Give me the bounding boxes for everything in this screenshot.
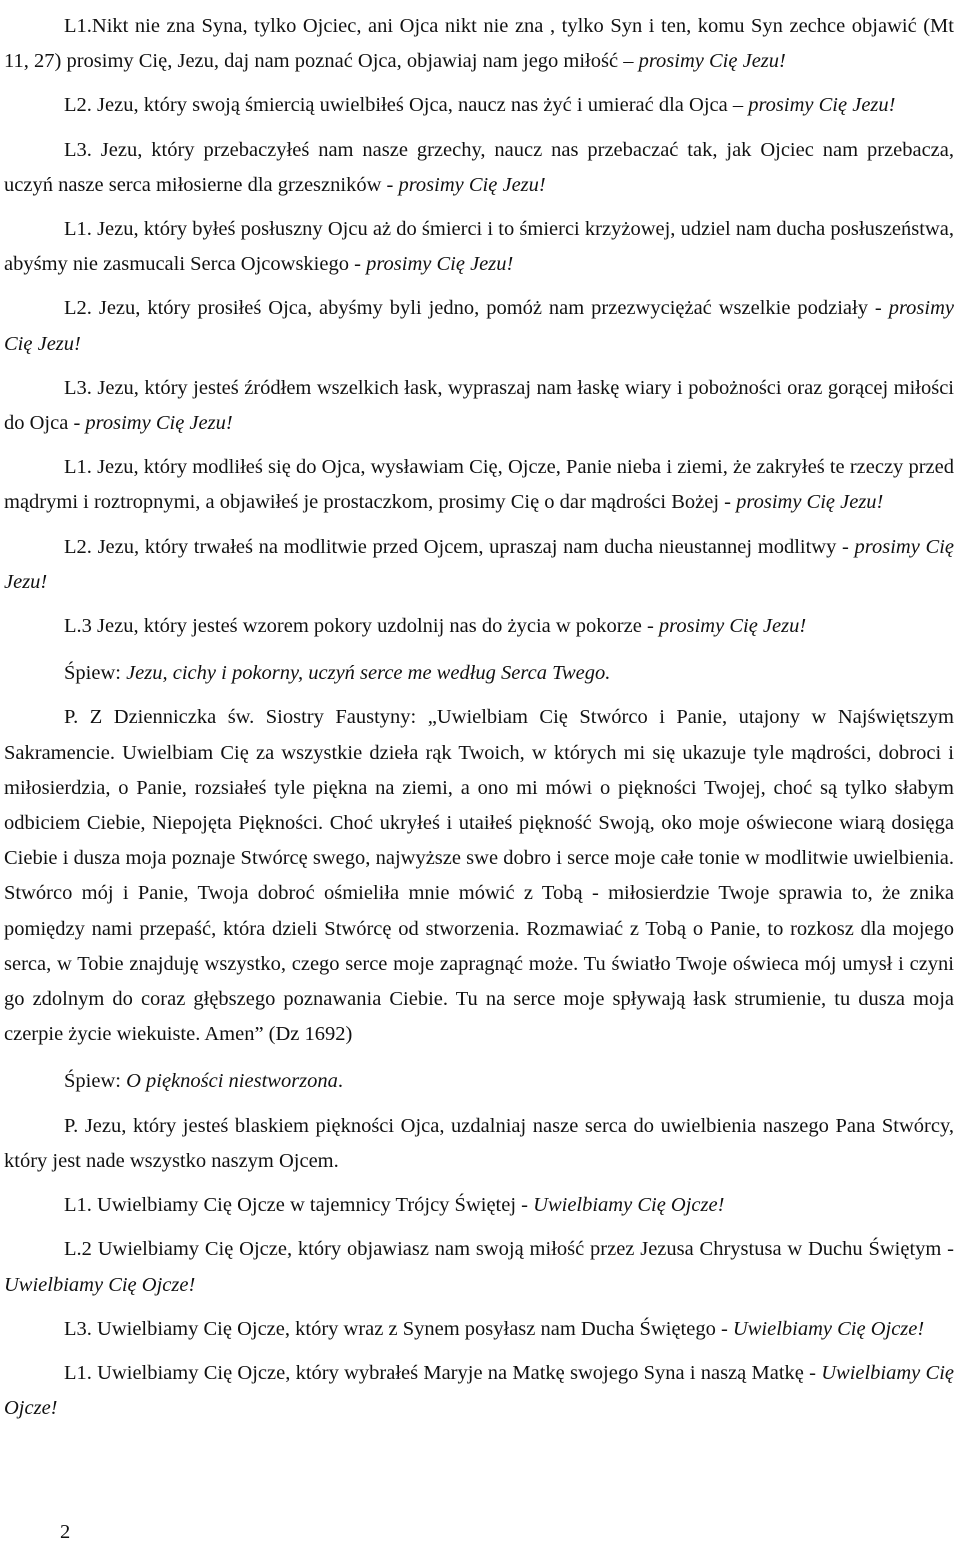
paragraph bbox=[4, 9, 954, 79]
paragraph-response: prosimy Cię Jezu! bbox=[658, 615, 807, 638]
paragraph-text: P. Z Dzienniczka św. Siostry Faustyny: „Uwielbiam Cię Stwórco i Panie, utajony w Najświętszym Sakramencie. Uwielbiam Cię za wszystkie dzieła rąk Twoich, w których mi się ukazuje tyle mądrości, dobroci i miłosierdzia, o Panie, rozsiałeś tyle piękna na ziemi, a ono mi mówi o piękności Twojej, choć są tylko słabym odbiciem Ciebie, Niepojęta Piękności. Choć ukryłeś i utaiłeś piękność Swoją, oko moje oświecone wiarą dosięga Ciebie i dusza moja poznaje Stwórcę swego, najwyższe swe dobro i serce moje całe tonie w modlitwie uwielbienia. Stwórco mój i Panie, Twoja dobroć ośmieliła mnie mówić z Tobą - miłosierdzie Twoje sprawia to, że znika pomiędzy nami przepaść, która dzieli Stwórcę od stworzenia. Rozmawiać z Tobą o Panie, to rozkosz dla mojego serca, w Tobie znajduję wszystko, czego serce moje zapragnąć może. Tu światło Twoje oświeca mój umysł i czyni go zdolnym do coraz głębszego poznawania Ciebie. Tu na serce moje spływają łask strumienie, tu dusza moja czerpie życie wiekuiste. Amen” (Dz 1692) bbox=[4, 706, 954, 1046]
paragraph-text: L.2 Uwielbiamy Cię Ojcze, który objawiasz nam swoją miłość przez Jezusa Chrystusa w Duchu Świętym - bbox=[64, 1238, 954, 1261]
paragraph-response: prosimy Cię Jezu! bbox=[736, 491, 884, 514]
page-number: 2 bbox=[60, 1521, 71, 1543]
paragraph-response: Jezu, cichy i pokorny, uczyń serce me według Serca Twego. bbox=[126, 662, 611, 685]
paragraph-response: Uwielbiamy Cię Ojcze! bbox=[4, 1361, 954, 1420]
paragraph-text: P. Jezu, który jesteś blaskiem piękności Ojca, uzdalniaj nasze serca do uwielbienia naszego Pana Stwórcy, który jest nade wszystko naszym Ojcem. bbox=[4, 1114, 954, 1172]
paragraph-text: L2. Jezu, który swoją śmiercią uwielbiłeś Ojca, naucz nas żyć i umierać dla Ojca – bbox=[64, 94, 749, 117]
paragraph bbox=[4, 371, 954, 441]
paragraph-text: Śpiew: bbox=[64, 662, 127, 685]
paragraph-text: L1. Jezu, który byłeś posłuszny Ojcu aż do śmierci i to śmierci krzyżowej, udziel nam ducha posłuszeństwa, abyśmy nie zasmucali Serca Ojcowskiego - bbox=[4, 218, 954, 276]
paragraph-response: prosimy Cię Jezu! bbox=[748, 94, 896, 117]
paragraph-text: L2. Jezu, który prosiłeś Ojca, abyśmy byli jedno, pomóż nam przezwyciężać wszelkie podziały - bbox=[64, 297, 889, 320]
paragraph bbox=[4, 530, 954, 600]
paragraph bbox=[4, 1312, 954, 1347]
paragraph-text: L3. Jezu, który jesteś źródłem wszelkich łask, wypraszaj nam łaskę wiary i pobożności oraz gorącej miłości do Ojca - bbox=[4, 376, 954, 435]
paragraph bbox=[4, 700, 954, 1052]
paragraph-response: prosimy Cię Jezu! bbox=[366, 253, 514, 276]
paragraph bbox=[4, 212, 954, 282]
paragraph-text: L.3 Jezu, który jesteś wzorem pokory uzdolnij nas do życia w pokorze - bbox=[64, 615, 659, 638]
paragraph bbox=[4, 291, 954, 361]
paragraph-text: L1.Nikt nie zna Syna, tylko Ojciec, ani Ojca nikt nie zna , tylko Syn i ten, komu Syn zechce objawić (Mt 11, 27) prosimy Cię, Jezu, daj nam poznać Ojca, objawiaj nam jego miłość – bbox=[4, 15, 954, 73]
paragraph-response: Uwielbiamy Cię Ojcze! bbox=[732, 1317, 925, 1340]
paragraph bbox=[4, 1356, 954, 1426]
paragraph bbox=[4, 450, 954, 520]
document-page bbox=[0, 9, 960, 1546]
paragraph-text: L1. Uwielbiamy Cię Ojcze, który wybrałeś Maryje na Matkę swojego Syna i naszą Matkę - bbox=[64, 1361, 822, 1384]
document-body bbox=[4, 9, 954, 1426]
paragraph-text: Śpiew: bbox=[64, 1070, 127, 1093]
paragraph bbox=[4, 609, 954, 644]
paragraph-text: L2. Jezu, który trwałeś na modlitwie przed Ojcem, upraszaj nam ducha nieustannej modlitwy - bbox=[64, 535, 855, 558]
paragraph-response: prosimy Cię Jezu! bbox=[4, 535, 954, 593]
paragraph bbox=[4, 1232, 954, 1302]
paragraph-response: prosimy Cię Jezu! bbox=[398, 173, 546, 196]
paragraph bbox=[4, 656, 954, 691]
paragraph bbox=[4, 88, 954, 123]
paragraph-response: O piękności niestworzona bbox=[126, 1070, 338, 1093]
paragraph-text: L1. Uwielbiamy Cię Ojcze w tajemnicy Trójcy Świętej - bbox=[64, 1194, 534, 1217]
paragraph-text: L1. Jezu, który modliłeś się do Ojca, wysławiam Cię, Ojcze, Panie nieba i ziemi, że zakryłeś te rzeczy przed mądrymi i roztropnymi, a objawiłeś je prostaczkom, prosimy Cię o dar mądrości Bożej - bbox=[4, 456, 954, 514]
paragraph-response: prosimy Cię Jezu! bbox=[638, 50, 786, 73]
paragraph bbox=[4, 1064, 954, 1099]
paragraph bbox=[4, 133, 954, 203]
paragraph-response: prosimy Cię Jezu! bbox=[4, 297, 954, 355]
paragraph bbox=[4, 1109, 954, 1179]
paragraph bbox=[4, 1188, 954, 1223]
paragraph-text: L3. Jezu, który przebaczyłeś nam nasze grzechy, naucz nas przebaczać tak, jak Ojciec nam przebacza, uczyń nasze serca miłosierne dla grzeszników - bbox=[4, 138, 954, 196]
paragraph-response: prosimy Cię Jezu! bbox=[85, 412, 233, 435]
paragraph-response: Uwielbiamy Cię Ojcze! bbox=[533, 1194, 725, 1217]
paragraph-tail: . bbox=[337, 1070, 344, 1093]
paragraph-text: L3. Uwielbiamy Cię Ojcze, który wraz z Synem posyłasz nam Ducha Świętego - bbox=[64, 1317, 733, 1340]
paragraph-response: Uwielbiamy Cię Ojcze! bbox=[4, 1273, 196, 1296]
